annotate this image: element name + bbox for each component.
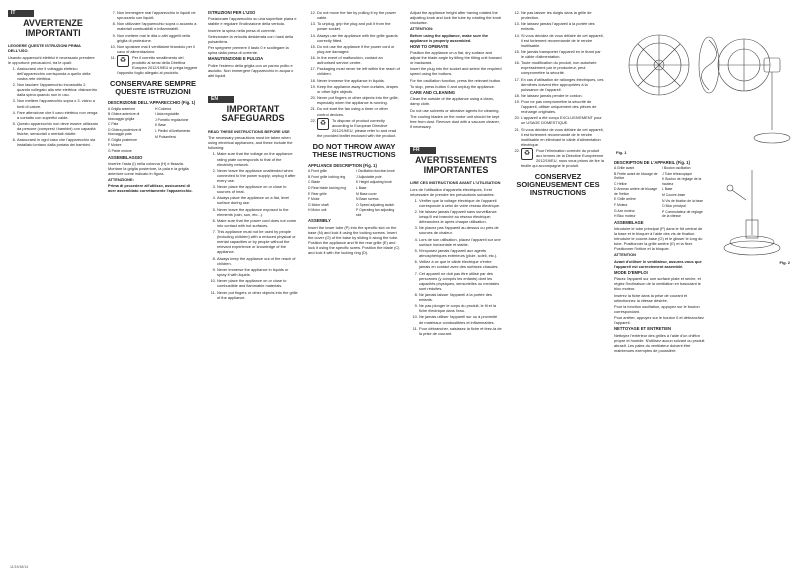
list-item: 7. Cet appareil ne doit pas être utilisé par des personnes (y compris les enfants) dont les capacités physiques, sensorielles ou mentales sont réduites. — [419, 271, 502, 291]
list-item: 6. Veillez à ce que le câble électrique n'entre jamais en contact avec des surfaces chaudes. — [419, 259, 502, 269]
fr-caution-text: Avant d'utiliser le ventilateur, assurez-vous que l'appareil est correctement assemblé. — [614, 258, 702, 269]
it-use-heading: ISTRUZIONI PER L'USO — [208, 10, 256, 15]
list-item: 6. Make sure that the power cord does not come into contact with hot surfaces. — [217, 218, 298, 228]
fr-keep-heading: CONSERVEZ SOIGNEUSEMENT CES INSTRUCTIONS — [516, 172, 600, 198]
list-item: 8. Always keep the appliance out of the reach of children. — [217, 256, 298, 266]
figure-2 — [712, 160, 792, 270]
list-item: N Base screws — [356, 197, 379, 202]
list-item: Do not use solvents or abrasive agents for cleaning. — [410, 107, 500, 113]
list-item: M Couvre-base — [662, 193, 686, 198]
list-item: D Rear blade locking ring — [308, 185, 347, 190]
list-item: 4. Fare attenzione che il cavo elettrico non venga a contatto con superfici calde. — [17, 110, 98, 120]
list-item: 6. Assicurarsi in ogni caso che l'apparecchio sia installato lontano dalla portata dei bambini. — [17, 137, 98, 147]
list-item: 13. To unplug, grip the plug and pull it from the power socket. — [317, 21, 400, 31]
list-item: H Bloc moteur — [614, 214, 636, 219]
list-item: Selezionare la velocità desiderata con i tasti della pulsantiera. — [208, 33, 293, 44]
list-item: E Griglia posteriore — [108, 137, 138, 142]
fr-intro: Lors de l'utilisation d'appareils électriques, il est nécessaire de prendre les précautions suivantes: — [410, 186, 495, 197]
list-item: 15. Ne jamais transporter l'appareil en le tirant par le câble d'alimentation. — [521, 49, 604, 59]
list-item: A Griglia anteriore — [108, 106, 136, 111]
fr-column-3-text — [614, 160, 706, 354]
list-item: K Height adjusting knob — [356, 180, 392, 185]
list-item: 2. Non lasciare l'apparecchio incustodito 2. quando collegato alla rete elettrica: disinserirlo dalla spina quando non in uso. — [17, 82, 98, 97]
list-item: 16. Toute modification du produit, non autorisée expressément par le producteur, peut compromettre la sécurité. — [521, 60, 604, 75]
list-item: 5. N'exposez jamais l'appareil aux agents atmosphériques extérieurs (pluie, soleil, etc.). — [419, 248, 502, 258]
list-item: J Adjustable pole — [356, 174, 382, 179]
en-care-heading: CARE AND CLEANING — [410, 90, 455, 96]
en-caution-heading: ATTENTION: — [410, 26, 434, 32]
it-note-heading: ATTENZIONE: — [108, 177, 134, 183]
list-item: Clean the outside of the appliance using a clean, damp cloth. — [410, 96, 494, 107]
fr-assembly-heading: ASSEMBLAGE — [614, 219, 644, 225]
list-item: E Grille arrière — [614, 197, 636, 202]
fr-desc-heading: DESCRIPTION DE L'APPAREIL (Fig. 1) — [614, 160, 690, 165]
en-title: IMPORTANT SAFEGUARDS — [221, 103, 285, 124]
list-item: 3. Never place the appliance on or close to sources of heat. — [217, 184, 298, 194]
fr-column-2 — [512, 10, 604, 201]
list-item: 1. Assicurarsi che il voltaggio elettrico dell'apparecchio corrisponda a quello della vostra rete elettrica. — [17, 66, 98, 81]
list-item: G Motor shaft — [308, 202, 329, 207]
list-item: 9. Ne pas plonger le corps du produit, le fil et la fiche électrique dans l'eau. — [419, 303, 502, 313]
fr-column-3 — [614, 10, 794, 354]
list-item: 21. Do not start the fan using a timer or other control devices. — [317, 106, 400, 116]
list-item: Position the appliance on a flat, dry surface and adjust the blade angle by tilting the tilting unit forward or backward. — [410, 50, 502, 66]
list-item: 10. Never place the appliance on or close to combustible and flammable materials. — [217, 278, 298, 288]
list-item: 2. Ne laissez jamais l'appareil sans surveillance lorsqu'il est branché au réseau électrique; débranchez-le après chaque utilisation. — [419, 209, 502, 224]
list-item: B Front grille locking ring — [308, 174, 346, 179]
list-item: 11. ♻ Per il corretto smaltimento del prodotto ai sensi della Direttiva Europea 2012/19/EU si prega leggere l'apposito foglio allegato al prodotto. — [117, 55, 198, 75]
list-item: C Pala — [108, 122, 119, 127]
list-item: K Bouton de réglage de la hauteur — [662, 177, 702, 186]
en-assembly-heading: ASSEMBLY — [308, 218, 331, 224]
it-language-tab: IT — [8, 10, 34, 17]
fr-read-heading: LIRE CES INSTRUCTIONS AVANT L'UTILISATION — [410, 180, 501, 186]
en-safety-list-cont — [308, 10, 400, 138]
list-item: The cooling blades on the motor unit should be kept free from dust. Remove dust with a vacuum cleaner, if necessary. — [410, 113, 500, 129]
figure-2-caption: Fig. 2 — [779, 260, 790, 265]
en-how-heading: HOW TO OPERATE — [410, 43, 449, 49]
list-item: 12. Ne pas laisser les doigts dans la grille de protection. — [521, 10, 604, 20]
fr-title: AVERTISSEMENTS IMPORTANTES — [415, 155, 497, 175]
list-item: 7. Non immergere mai l'apparecchio in liquidi né spruzzarlo con liquidi. — [117, 10, 198, 20]
figure-1 — [614, 10, 794, 160]
list-item: G Axe moteur — [614, 208, 635, 213]
en-language-tab: EN — [208, 96, 234, 103]
en-parts-list — [308, 169, 400, 218]
en-column-3 — [410, 10, 502, 337]
list-item: Insert the plug into the socket and select the required speed using the buttons. — [410, 66, 502, 77]
list-item: 8. Non utilizzare l'apparecchio sopra o accanto a materiali combustibili e infiammabili. — [117, 21, 198, 31]
list-item: O Bloc principal — [662, 204, 686, 209]
it-note-text: Prima di procedere all'utilizzo, assicurarsi di aver assemblato correttamente l'apparecchio. — [108, 183, 193, 194]
list-item: 21. Si vous décidez de vous défaire de cet appareil, il est fortement recommandé de le rendre inutilisable en éliminant le câble d'alimentation électrique. — [521, 127, 604, 147]
list-item: Per spegnere premere il tasto 0 e scollegare la spina dalla presa di corrente. — [208, 45, 289, 56]
fr-assembly-text: Introduire le tube principal (P) dans le fût central de la base et le bloquer à l'aide des vis de fixation. Introduire le couvre-base (O) et le glisser le long du tube. Positionner la grille arrière (E) et la fixer. Positionner l'hélice et la bloquer. — [614, 226, 703, 252]
it-title: AVVERTENZE IMPORTANTI — [23, 18, 83, 38]
list-item: M Pulsantiera — [155, 134, 176, 139]
it-keep-heading: CONSERVARE SEMPRE QUESTE ISTRUZIONI — [110, 79, 196, 97]
en-safety-list — [208, 151, 298, 299]
list-item: Inserire la spina nella presa di corrente. — [208, 27, 277, 33]
list-item: 17. Packaging must never be left within the reach of children. — [317, 66, 400, 76]
list-item: 17. En cas d'utilisation de rallonges électriques, ces dernières doivent être appropriées à la puissance de l'appareil. — [521, 77, 604, 92]
it-maint-text: Pulire l'esterno della griglia con un panno pulito e asciutto. Non immergere l'apparecchio in acqua o altri liquidi. — [208, 62, 294, 78]
list-item: Pour arrêter, appuyez sur le bouton 0 et débranchez l'appareil. — [614, 315, 704, 326]
list-item: H Colonna — [155, 106, 172, 111]
it-column-2 — [108, 10, 198, 195]
list-item: H Motor unit — [308, 208, 327, 213]
list-item: 20. Never put fingers or other objects into the grille, especially when the appliance is running. — [317, 95, 400, 105]
list-item: 22. ♻ Pour l'élimination correcte du produit aux termes de la Directive Européenne 2012/19/EU, nous vous prions de lire la feuille qui accompagne le produit. — [521, 148, 604, 168]
it-assembly-text: Inserire l'asta (I) nella colonna (H) e fissarla. Montare la griglia posteriore, la pala e la griglia anteriore come indicato in figura. — [108, 160, 189, 176]
figure-1-caption: Fig. 1 — [616, 150, 627, 155]
list-item: Pour la fonction oscillation, appuyez sur le bouton correspondant. — [614, 303, 700, 314]
list-item: L Piedini di livellamento — [155, 128, 191, 133]
list-item: F Motor — [308, 197, 320, 202]
fr-section-start — [410, 147, 502, 336]
list-item: 12. Do not move the fan by pulling it by the power cable. — [317, 10, 400, 20]
list-item: 18. Ne laissez jamais pendre le cordon. — [521, 93, 604, 98]
list-item: Insérez la fiche dans la prise de courant et sélectionnez la vitesse désirée. — [614, 292, 688, 303]
it-intro: Usando apparecchi elettrici è necessario prendere le opportune precauzioni, tra le quali: — [8, 54, 95, 65]
recycle-bin-icon: 22. ♻ — [317, 118, 329, 130]
list-item: L Base — [662, 187, 673, 192]
list-item: F Moteur — [614, 203, 628, 208]
list-item: 13. Ne laissez jamais l'appareil à la portée des enfants. — [521, 21, 604, 31]
list-item: D Anneau arrière de blocage de l'hélice — [614, 187, 658, 196]
list-item: 10. Ne jamais utiliser l'appareil sur ou à proximité de matériaux combustibles et inflammables. — [419, 314, 502, 324]
list-item: 20. L'appareil a été conçu EXCLUSIVEMENT pour un USAGE DOMESTIQUE. — [521, 115, 604, 125]
fan-assembly-drawing — [712, 160, 792, 260]
list-item: 8. Ne jamais laisser l'appareil à la portée des enfants. — [419, 292, 502, 302]
list-item: 19. Keep the appliance away from curtains, drapes or other light objects. — [317, 84, 400, 94]
list-item: 9. Never immerse the appliance in liquids or spray it with liquids. — [217, 267, 298, 277]
list-item: 11. Pour débrancher, saisissez la fiche et tirez-la de la prise de courant. — [419, 326, 502, 336]
list-item: E Rear grille — [308, 191, 327, 196]
list-item: 4. Lors de son utilisation, placez l'appareil sur une surface horizontale et stable. — [419, 237, 502, 247]
en-assembly-text: Insert the lower tube (P) into the specific slot on the base (N) and lock it using the locking screws. Insert the cover (O) of the base by sliding it along the tube. Position the appliance and fit the rear grille (E) and lock it using the specific screw. Position the blade (C) and lock it with the locking ring (D). — [308, 224, 400, 255]
recycle-bin-icon: 11. ♻ — [117, 55, 129, 67]
list-item: 10. Non spostare mai il ventilatore tirandolo per il cavo di alimentazione. — [117, 44, 198, 54]
list-item: 5. Questo apparecchio non deve essere utilizzato da persone (compresi i bambini) con capacità fisiche, sensoriali o mentali ridotte. — [17, 121, 98, 136]
list-item: 4. Always place the appliance on a flat, level surface during use. — [217, 195, 298, 205]
list-item: N Vis de fixation de la base — [662, 198, 704, 203]
it-column-1 — [8, 10, 98, 149]
list-item: 15. Do not use the appliance if the power cord or plug are damaged. — [317, 44, 400, 54]
it-desc-heading: DESCRIZIONE DELL'APPARECCHIO (Fig. 1) — [108, 100, 196, 106]
list-item: 9. Non mettere mai le dita o altri oggetti nella griglia di protezione. — [117, 33, 198, 43]
list-item: I Bouton oscillation — [662, 166, 691, 171]
it-assembly-heading: ASSEMBLAGGIO — [108, 154, 143, 160]
list-item: C Hélice — [614, 181, 627, 186]
recycle-bin-icon: 22. ♻ — [521, 148, 533, 160]
list-item: J Tube télescopique — [662, 171, 693, 176]
en-dont-heading: DO NOT THROW AWAY THESE INSTRUCTIONS — [312, 141, 396, 159]
list-item: A Grille avant — [614, 166, 635, 171]
list-item: O Speed adjusting switch — [356, 202, 395, 207]
list-item: Adjust the appliance height after having rotated the adjusting knob and lock the tube by rotating the knob clockwise. — [410, 10, 502, 26]
fr-clean-heading: NETTOYAGE ET ENTRETIEN — [614, 326, 672, 332]
list-item: K Base — [155, 123, 166, 128]
list-item: B Ghiera anteriore di bloccaggio griglia — [108, 112, 140, 121]
it-safety-list-cont — [108, 10, 198, 75]
list-item: M Base cover — [356, 191, 377, 196]
it-parts-list — [108, 107, 198, 155]
list-item: G Piede motore — [108, 148, 132, 153]
list-item: I Asta regolabile — [155, 112, 180, 117]
list-item: I Oscillation function knob — [356, 169, 395, 174]
list-item: 7. This appliance must not be used by people (including children) with a reduced physical or mental capacities or by people without the relevant experience or knowledge of the appliance. — [217, 229, 298, 254]
document-code: 11/19/18/14 — [10, 565, 29, 569]
list-item: A Front grille — [308, 169, 328, 174]
list-item: P Commutateur de réglage de la vitesse — [662, 209, 703, 219]
en-intro: The necessary precautions must be taken when using electrical appliances, and these include the following: — [208, 135, 293, 151]
list-item: 2. Never leave the appliance unattended when connected to the power supply; unplug it after every use. — [217, 168, 298, 183]
list-item: 14. Si vous décidez de vous défaire de cet appareil, il est fortement recommandé de le rendre inutilisable. — [521, 33, 604, 48]
list-item: 18. Never immerse the appliance in liquids. — [317, 78, 400, 83]
list-item: 16. In the event of malfunction, contact an authorised service centre. — [317, 55, 400, 65]
list-item: 19. Pour ne pas compromettre la sécurité de l'appareil, utiliser uniquement des pièces de rechange originales. — [521, 99, 604, 114]
list-item: Placez l'appareil sur une surface plate et sèche, et réglez l'inclinaison de la ventilation en basculant le bloc moteur. — [614, 276, 701, 292]
fr-caution-heading: ATTENTION — [614, 252, 636, 258]
en-read-heading: READ THESE INSTRUCTIONS BEFORE USE — [208, 128, 290, 134]
it-read-heading: LEGGERE QUESTE ISTRUZIONI PRIMA DELL'USO. — [8, 43, 81, 54]
en-section-start — [208, 96, 298, 300]
list-item: F Motore — [108, 143, 122, 148]
en-column-2 — [308, 10, 400, 256]
list-item: To stop, press button 0 and unplug the appliance. — [410, 83, 496, 89]
list-item: J Pomello regolazione — [155, 117, 189, 122]
fr-parts-list — [614, 166, 706, 220]
fr-safety-list — [410, 198, 502, 336]
list-item: For the oscillation function, press the relevant button. — [410, 77, 502, 83]
list-item: 22. ♻ To dispose of product correctly according to European Directive 2012/19/EU, please refer to and read the provided leaflet enclosed with the product. — [317, 118, 400, 138]
it-safety-list — [8, 66, 98, 148]
list-item: P Operating fan adjusting slot — [356, 208, 395, 217]
en-caution-text: Before using the appliance, make sure the appliance is properly assembled. — [410, 32, 489, 43]
list-item: Posizionare l'apparecchio su una superficie piana e stabile e regolare l'inclinazione della ventola. — [208, 16, 297, 27]
list-item: B Frette avant de blocage de l'hélice — [614, 171, 658, 181]
list-item: 1. Vérifier que la voltage électrique de l'appareil corresponde à celui de votre réseau électrique. — [419, 198, 502, 208]
it-column-3 — [208, 10, 298, 301]
fr-safety-list-cont — [512, 10, 604, 168]
fr-language-tab: FR — [410, 147, 436, 154]
list-item: 11. Never put fingers or other objects into the grille of the appliance. — [217, 290, 298, 300]
list-item: 5. Never leave the appliance exposed to the elements (rain, sun, etc...). — [217, 207, 298, 217]
list-item: 14. Always use the appliance with the grille guards correctly fitted. — [317, 33, 400, 43]
list-item: C Blade — [308, 180, 321, 185]
fan-exploded-view-drawing — [614, 10, 794, 160]
list-item: 3. Ne placez pas l'appareil au-dessus ou près de sources de chaleur. — [419, 225, 502, 235]
it-maint-heading: MANUTENZIONE E PULIZIA — [208, 56, 264, 62]
list-item: L Base — [356, 185, 367, 190]
fr-clean-text: Nettoyez l'extérieur des grilles à l'aide d'un chiffon propre et humide. N'utilisez aucun solvant ou produit abrasif. Les pales du ventilateur doivent être maintenues exemptes de poussière. — [614, 332, 705, 353]
fr-mode-heading: MODE D'EMPLOI — [614, 269, 648, 275]
list-item: 1. Make sure that the voltage on the appliance rating plate corresponds to that of the electricity network. — [217, 151, 298, 166]
list-item: 3. Non mettere l'apparecchio sopra o 3. vicino a fonti di calore. — [17, 98, 98, 108]
en-desc-heading: APPLIANCE DESCRIPTION (Fig. 1) — [308, 162, 377, 168]
list-item: D Ghiera posteriore di bloccaggio pala — [108, 127, 142, 137]
